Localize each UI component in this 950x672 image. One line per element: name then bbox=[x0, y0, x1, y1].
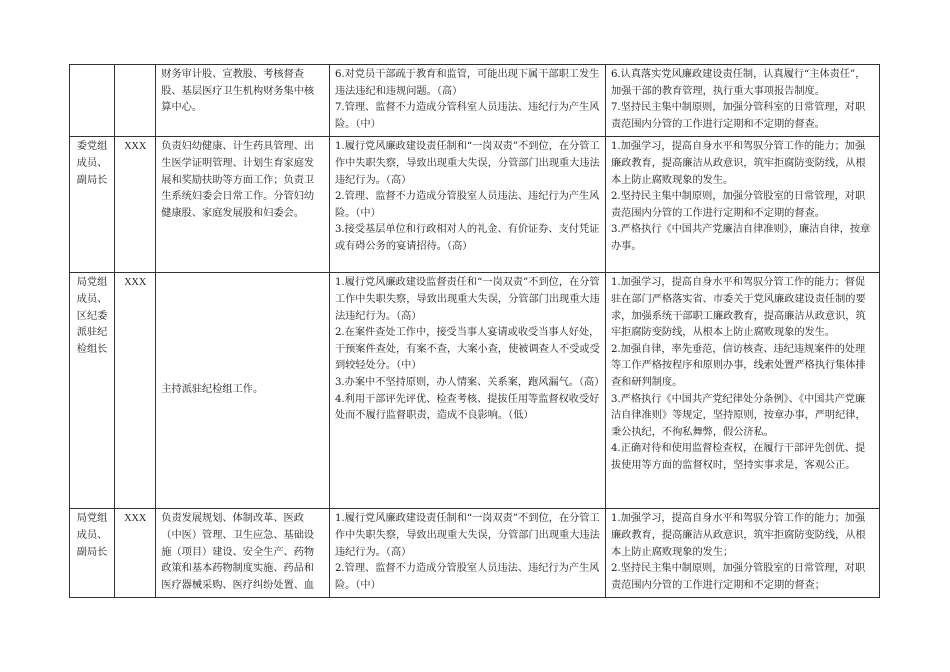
table-row bbox=[70, 273, 880, 509]
risk-item: 3.办案中不坚持原则，办人情案、关系案，跑风漏气。（高） bbox=[334, 376, 605, 388]
risk-cell bbox=[329, 509, 605, 598]
risk-cell bbox=[329, 273, 605, 509]
duty-cell: 财务审计股、宣教股、考核督查股、基层医疗卫生机构财务集中核算中心。 bbox=[156, 65, 330, 137]
measure-item: 1.加强学习，提高自身水平和驾驭分管工作的能力；加强廉政教育，提高廉洁从政意识，筑牢拒腐防变防线，从根本上防止腐败现象的发生； bbox=[610, 513, 866, 558]
risk-item: 6.对党员干部疏于教育和监管，可能出现下属干部职工发生违法违纪和违规问题。（高） bbox=[334, 69, 600, 97]
measure-cell bbox=[605, 273, 879, 509]
risk-item: 1.履行党风廉政建设责任制和“一岗双责”不到位，在分管工作中失职失察，导致出现重大失误，分管部门出现重大违法违纪行为。（高） bbox=[334, 513, 600, 558]
measure-item: 3.严格执行《中国共产党纪律处分条例》、《中国共产党廉洁自律准则》等规定，坚持原则，按章办事，严明纪律，秉公执纪，不徇私舞弊，假公济私。 bbox=[610, 393, 866, 438]
measure-item: 4.正确对待和使用监督检查权，在履行干部评先创优、提拔使用等方面的监督权时，坚持实事求是，客观公正。 bbox=[610, 443, 866, 471]
measure-cell bbox=[605, 137, 879, 273]
measure-item: 2.坚持民主集中制原则，加强分管股室的日常管理，对职责范围内分管的工作进行定期和不定期的督查； bbox=[610, 563, 866, 591]
role-cell: 局党组成员、副局长 bbox=[70, 509, 115, 598]
risk-table bbox=[69, 64, 880, 598]
measure-cell bbox=[605, 509, 879, 598]
table-row bbox=[70, 137, 880, 273]
role-cell bbox=[70, 65, 115, 137]
risk-item: 2.管理、监督不力造成分管股室人员违法、违纪行为产生风险。（中） bbox=[334, 191, 600, 219]
risk-item: 2.在案件查处工作中，接受当事人宴请或收受当事人好处，干预案件查处，有案不查，大案小查，使被调查人不受或受到较轻处分。（中） bbox=[334, 327, 600, 372]
name-cell bbox=[115, 65, 156, 137]
risk-item: 2.管理、监督不力造成分管股室人员违法、违纪行为产生风险。（中） bbox=[334, 563, 600, 591]
name-cell: XXX bbox=[115, 137, 156, 273]
measure-item: 3.严格执行《中国共产党廉洁自律准则》，廉洁自律，按章办事。 bbox=[610, 224, 871, 252]
risk-item: 4.利用干部评先评优、检查考核、提拔任用等监督权收受好处而不履行监督职责，造成不良影响。（低） bbox=[334, 393, 600, 422]
measure-item: 7.坚持民主集中制原则，加强分管科室的日常管理，对职责范围内分管的工作进行定期和不定期的督查。 bbox=[610, 102, 866, 130]
table-row bbox=[70, 509, 880, 598]
duty-cell: 主持派驻纪检组工作。 bbox=[156, 273, 330, 509]
measure-item: 1.加强学习，提高自身水平和驾驭分管工作的能力；加强廉政教育，提高廉洁从政意识，筑牢拒腐防变防线，从根本上防止腐败现象的发生。 bbox=[610, 141, 866, 186]
name-cell: XXX bbox=[115, 273, 156, 509]
measure-item: 2.加强自律，率先垂范，信访核查、违纪违规案件的处理等工作严格按程序和原则办事，线索处置严格执行集体排查和研判制度。 bbox=[610, 343, 866, 388]
duty-cell: 负责妇幼健康、计生药具管理、出生医学证明管理、计划生育家庭发展和奖励扶助等方面工作；负责卫生系统妇委会日常工作。分管妇幼健康股、家庭发展股和妇委会。 bbox=[156, 137, 330, 273]
risk-item: 1.履行党风廉政建设责任制和“一岗双责”不到位，在分管工作中失职失察，导致出现重大失误，分管部门出现重大违法违纪行为。（高） bbox=[334, 141, 600, 186]
role-cell: 局党组成员、区纪委派驻纪检组长 bbox=[70, 273, 115, 509]
measure-cell bbox=[605, 65, 879, 137]
risk-item: 1.履行党风廉政建设监督责任和“一岗双责”不到位，在分管工作中失职失察，导致出现重大失误，分管部门出现重大违法违纪行为。（高） bbox=[334, 277, 600, 322]
risk-item: 3.接受基层单位和行政相对人的礼金、有价证券、支付凭证或有碍公务的宴请招待。（高） bbox=[334, 224, 600, 252]
name-cell: XXX bbox=[115, 509, 156, 598]
role-cell: 委党组成员、副局长 bbox=[70, 137, 115, 273]
risk-cell bbox=[329, 65, 605, 137]
table-row bbox=[70, 65, 880, 137]
measure-item: 2.坚持民主集中制原则，加强分管股室的日常管理，对职责范围内分管的工作进行定期和不定期的督查。 bbox=[610, 191, 866, 219]
measure-item: 6.认真落实党风廉政建设责任制，认真履行“主体责任”，加强干部的教育管理，执行重大事项报告制度。 bbox=[610, 69, 866, 97]
risk-cell bbox=[329, 137, 605, 273]
risk-item: 7.管理、监督不力造成分管科室人员违法、违纪行为产生风险。（中） bbox=[334, 102, 600, 130]
measure-item: 1.加强学习，提高自身水平和驾驭分管工作的能力；督促驻在部门严格落实省、市委关于党风廉政建设责任制的要求，加强系统干部职工廉政教育，提高廉洁从政意识，筑牢拒腐防变防线，从根本上防止腐败现象的发生。 bbox=[610, 277, 866, 339]
duty-cell: 负责发展规划、体制改革、医政（中医）管理、卫生应急、基础设施（项目）建设、安全生产、药物政策和基本药物制度实施、药品和医疗器械采购、医疗纠纷处置、血 bbox=[156, 509, 330, 598]
